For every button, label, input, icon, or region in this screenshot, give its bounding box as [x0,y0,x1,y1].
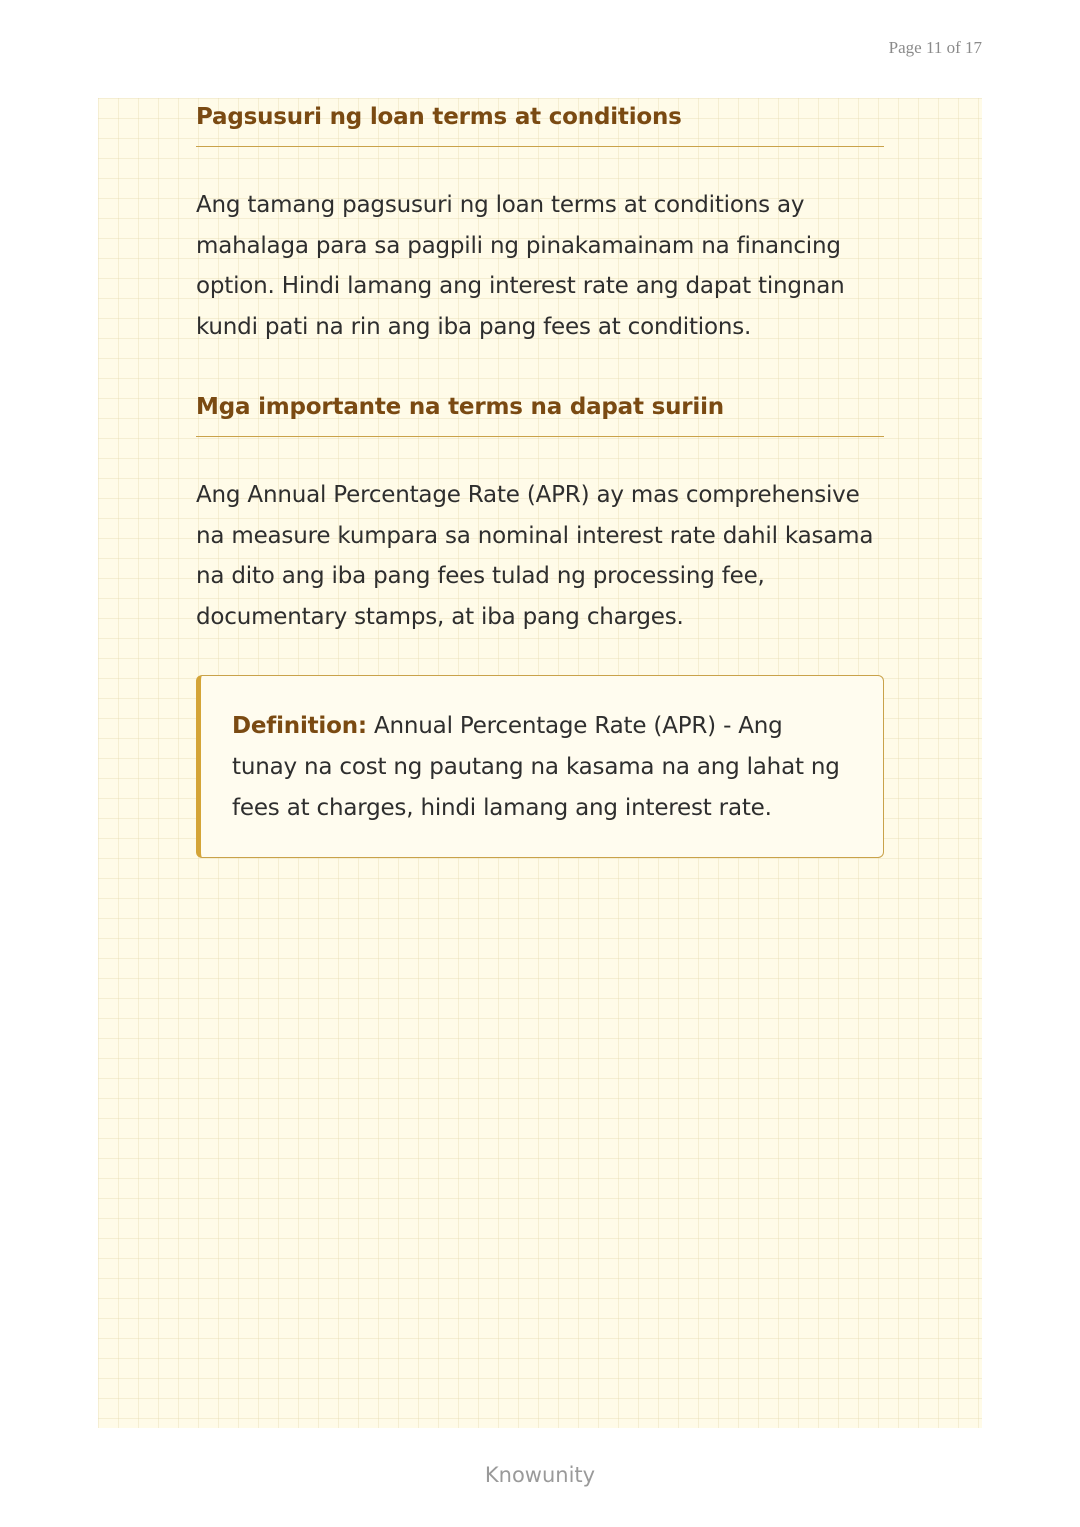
page-number: Page 11 of 17 [888,38,982,57]
section-heading-important-terms: Mga importante na terms na dapat suriin [196,388,884,437]
note-content [196,98,884,858]
definition-term-label: Definition: [232,713,367,739]
section-paragraph-apr: Ang Annual Percentage Rate (APR) ay mas comprehensive na measure kumpara sa nominal interest rate dahil kasama na dito ang iba pang fees tulad ng processing fee, documentary stamps, at iba pang charges. [196,482,874,630]
definition-body: Annual Percentage Rate (APR) - Ang tunay na cost ng pautang na kasama na ang lahat ng fees at charges, hindi lamang ang interest rate. [232,713,840,821]
footer-brand: Knowunity [484,1463,596,1487]
section-paragraph-loan-terms: Ang tamang pagsusuri ng loan terms at conditions ay mahalaga para sa pagpili ng pinakamainam na financing option. Hindi lamang ang interest rate ang dapat tingnan kundi pati na rin ang iba pang fees at conditions. [196,192,845,340]
note-sheet [98,98,982,1428]
section-heading-loan-terms: Pagsusuri ng loan terms at conditions [196,98,884,147]
definition-text-block [232,706,853,829]
definition-callout [196,675,884,858]
